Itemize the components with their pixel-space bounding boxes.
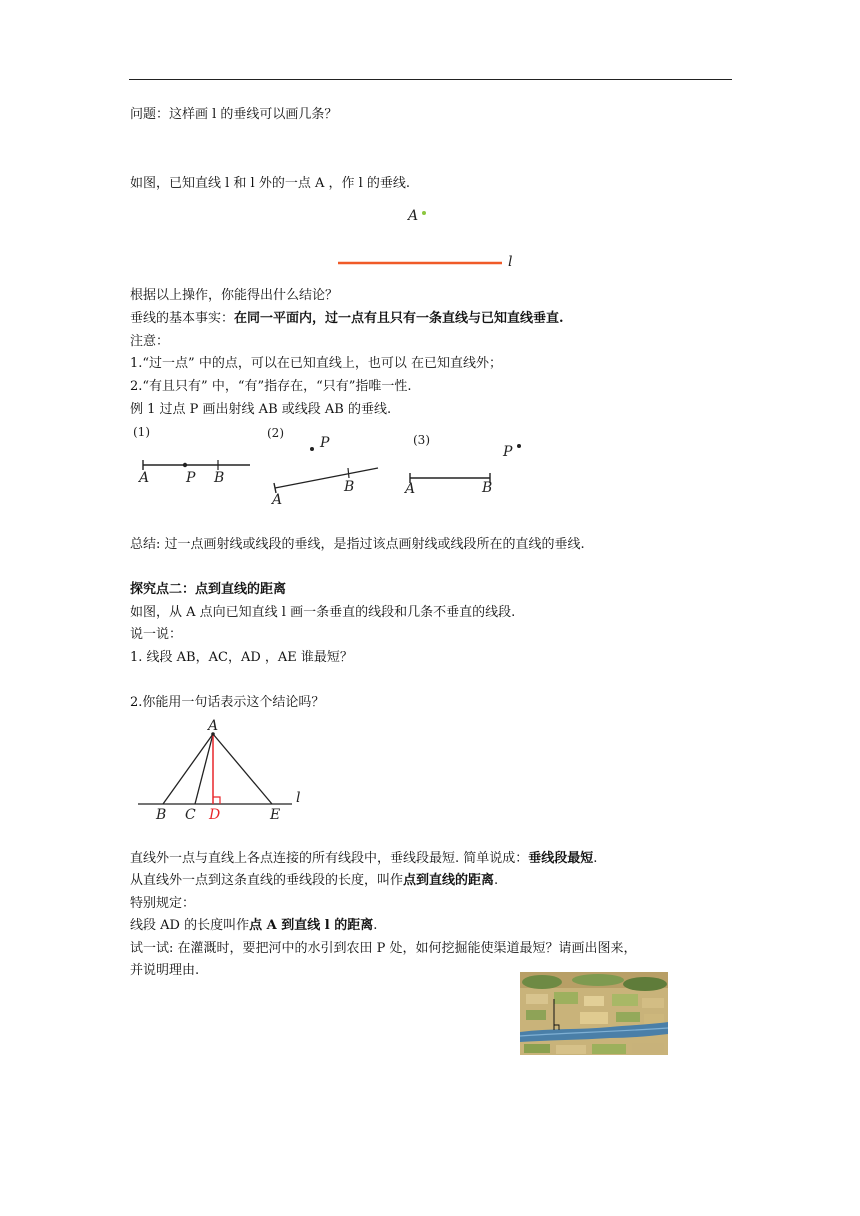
- question-2: 2.你能用一句话表示这个结论吗？: [130, 695, 325, 710]
- example-1: 例 1 过点 P 画出射线 AB 或线段 AB 的垂线.: [130, 402, 392, 417]
- line-l-label: l: [508, 254, 513, 270]
- field-3: [584, 996, 604, 1006]
- basic-fact-prefix: 垂线的基本事实：: [130, 311, 235, 326]
- point-A: [422, 211, 426, 215]
- fig2-number: (2): [267, 426, 284, 440]
- fig3-number: (3): [413, 433, 430, 447]
- basic-fact-statement: 在同一平面内，过一点有且只有一条直线与已知直线垂直.: [234, 311, 564, 326]
- point-A-label: A: [208, 718, 219, 734]
- bottom-field-4: [632, 1043, 664, 1053]
- basic-fact: [130, 310, 564, 328]
- perpendicular-figure: [130, 715, 320, 825]
- question-text: 问题：这样画 l 的垂线可以画几条？: [130, 107, 338, 122]
- definition-end: .: [494, 873, 499, 888]
- result-text: [130, 850, 597, 868]
- bottom-field-3: [592, 1044, 626, 1054]
- point-B-label: B: [156, 807, 167, 823]
- result-end: .: [593, 851, 598, 866]
- point-E-label: E: [270, 807, 281, 823]
- special-rule: [130, 917, 377, 935]
- fig2-B-label: B: [344, 479, 355, 495]
- line-l-label: l: [296, 790, 301, 806]
- field-4: [612, 994, 638, 1006]
- segment-AC: [195, 734, 213, 804]
- known-text: 如图，已知直线 l 和 l 外的一点 A ，作 l 的垂线.: [130, 176, 411, 191]
- segment-AE: [213, 734, 272, 804]
- fig1-P-label: P: [186, 470, 196, 486]
- say-heading: 说一说：: [130, 627, 183, 642]
- fig2-point-P: [310, 447, 314, 451]
- question-1: 1. 线段 AB，AC，AD ，AE 谁最短？: [130, 650, 353, 665]
- special-bold: 点 A 到直线 l 的距离: [249, 918, 374, 933]
- point-line-figure: [330, 200, 530, 275]
- field-7: [580, 1012, 608, 1024]
- field-8: [616, 1012, 640, 1022]
- bottom-field-1: [524, 1044, 550, 1053]
- fig2-P-label: P: [320, 435, 330, 451]
- example-figures: [130, 420, 530, 510]
- note-1: 1.“过一点” 中的点，可以在已知直线上，也可以 在已知直线外；: [130, 356, 502, 371]
- try-text-2: 并说明理由.: [130, 963, 200, 978]
- special-heading: 特别规定：: [130, 896, 196, 911]
- field-2: [554, 992, 578, 1004]
- field-1: [526, 994, 548, 1004]
- tree-cluster-1: [522, 975, 562, 989]
- field-9: [644, 1014, 664, 1024]
- fig1-B-label: B: [214, 470, 225, 486]
- fig3-P-label: P: [503, 444, 513, 460]
- section-2-heading: 探究点二：点到直线的距离: [130, 582, 287, 597]
- special-prefix: 线段 AD 的长度叫作: [130, 918, 250, 933]
- point-C-label: C: [185, 807, 196, 823]
- point-D-label: D: [209, 807, 221, 823]
- summary-text: 总结: 过一点画射线或线段的垂线，是指过该点画射线或线段所在的直线的垂线.: [130, 537, 585, 552]
- right-angle-mark: [213, 797, 220, 804]
- special-end: .: [373, 918, 378, 933]
- fig2-ray: [275, 468, 378, 488]
- field-5: [642, 998, 664, 1008]
- fig2-B-tick: [348, 468, 349, 478]
- fig1-point-P: [183, 463, 187, 467]
- definition-prefix: 从直线外一点到这条直线的垂线段的长度，叫作: [130, 873, 404, 888]
- note-heading: 注意：: [130, 334, 170, 349]
- bottom-field-2: [556, 1045, 586, 1054]
- try-text-1: 试一试: 在灌溉时，要把河中的水引到农田 P 处，如何挖掘能使渠道最短？请画出图来，: [130, 941, 637, 956]
- point-A-label: A: [408, 208, 419, 224]
- field-6: [526, 1010, 546, 1020]
- fig3-A-label: A: [405, 481, 416, 497]
- farmland-river-image: [520, 972, 668, 1055]
- tree-cluster-3: [623, 977, 667, 991]
- definition-text: [130, 872, 498, 890]
- fig3-point-P: [517, 444, 521, 448]
- definition-bold: 点到直线的距离: [403, 873, 495, 888]
- figure-description: 如图，从 A 点向已知直线 l 画一条垂直的线段和几条不垂直的线段.: [130, 605, 516, 620]
- farmland-river-drawing: [520, 972, 668, 1055]
- result-prefix: 直线外一点与直线上各点连接的所有线段中，垂线段最短. 简单说成：: [130, 851, 529, 866]
- tree-cluster-2: [572, 974, 624, 986]
- header-rule: [129, 79, 732, 80]
- fig2-A-label: A: [272, 492, 283, 508]
- segment-AB: [163, 734, 213, 804]
- result-bold: 垂线段最短: [528, 851, 594, 866]
- note-2: 2.“有且只有” 中，“有”指存在，“只有”指唯一性.: [130, 379, 412, 394]
- fig1-number: (1): [133, 425, 150, 439]
- conclusion-question: 根据以上操作，你能得出什么结论？: [130, 288, 339, 303]
- fig3-B-label: B: [482, 480, 493, 496]
- fig1-A-label: A: [139, 470, 150, 486]
